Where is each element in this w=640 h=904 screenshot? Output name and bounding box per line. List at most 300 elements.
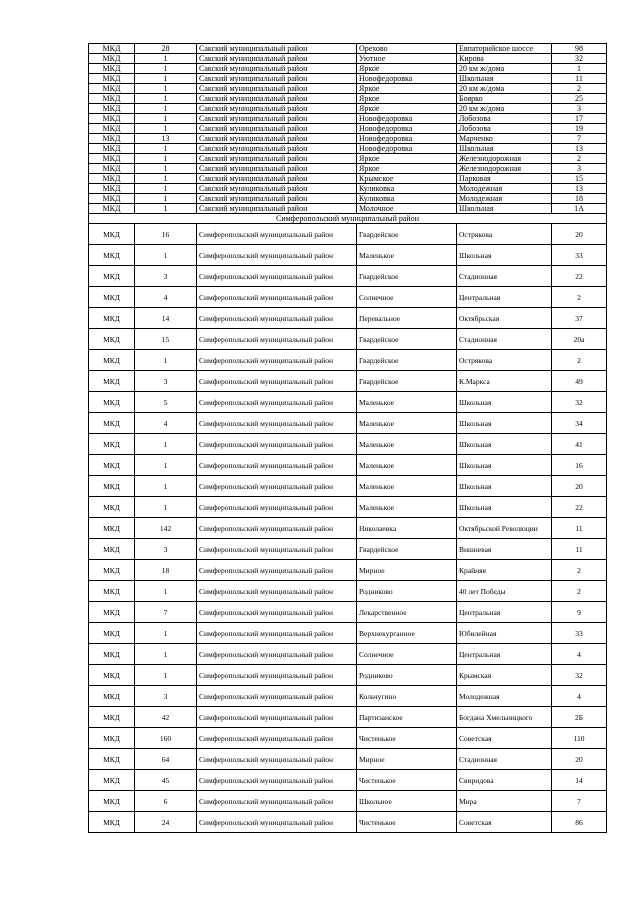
count-cell: 160: [135, 728, 197, 749]
table-row: [89, 94, 607, 104]
type-cell: МКД: [89, 791, 135, 812]
street-cell: Молодежная: [457, 184, 552, 194]
type-cell: МКД: [89, 74, 135, 84]
type-cell: МКД: [89, 518, 135, 539]
table-row: [89, 749, 607, 770]
table-row: [89, 114, 607, 124]
settlement-cell: Николаевка: [357, 518, 457, 539]
house-number-cell: 15: [552, 174, 607, 184]
count-cell: 15: [135, 329, 197, 350]
settlement-cell: Маленькое: [357, 434, 457, 455]
house-number-cell: 17: [552, 114, 607, 124]
table-row: [89, 770, 607, 791]
settlement-cell: Маленькое: [357, 455, 457, 476]
district-cell: Симферопольский муниципальный район: [197, 350, 357, 371]
house-number-cell: 20а: [552, 329, 607, 350]
table-row: [89, 224, 607, 245]
table-row: [89, 174, 607, 184]
settlement-cell: Новофедоровка: [357, 144, 457, 154]
street-cell: Центральная: [457, 644, 552, 665]
street-cell: Школьная: [457, 144, 552, 154]
street-cell: Свиридова: [457, 770, 552, 791]
district-cell: Симферопольский муниципальный район: [197, 266, 357, 287]
type-cell: МКД: [89, 413, 135, 434]
street-cell: Лобозова: [457, 124, 552, 134]
settlement-cell: Маленькое: [357, 497, 457, 518]
count-cell: 7: [135, 602, 197, 623]
street-cell: Октябрьской Революции: [457, 518, 552, 539]
district-cell: Симферопольский муниципальный район: [197, 812, 357, 833]
street-cell: Железнодорожная: [457, 154, 552, 164]
house-number-cell: 32: [552, 54, 607, 64]
table-row: [89, 518, 607, 539]
street-cell: Школьная: [457, 497, 552, 518]
count-cell: 1: [135, 114, 197, 124]
district-cell: Симферопольский муниципальный район: [197, 476, 357, 497]
district-cell: Симферопольский муниципальный район: [197, 665, 357, 686]
settlement-cell: Яркое: [357, 94, 457, 104]
street-cell: Острякова: [457, 224, 552, 245]
type-cell: МКД: [89, 104, 135, 114]
type-cell: МКД: [89, 539, 135, 560]
settlement-cell: Новофедоровка: [357, 114, 457, 124]
settlement-cell: Новофедоровка: [357, 134, 457, 144]
type-cell: МКД: [89, 770, 135, 791]
count-cell: 1: [135, 144, 197, 154]
street-cell: 40 лет Победы: [457, 581, 552, 602]
count-cell: 1: [135, 64, 197, 74]
type-cell: МКД: [89, 308, 135, 329]
district-cell: Симферопольский муниципальный район: [197, 539, 357, 560]
district-cell: Симферопольский муниципальный район: [197, 686, 357, 707]
table-row: [89, 308, 607, 329]
house-number-cell: 2: [552, 560, 607, 581]
house-number-cell: 110: [552, 728, 607, 749]
street-cell: К.Маркса: [457, 371, 552, 392]
count-cell: 42: [135, 707, 197, 728]
count-cell: 1: [135, 74, 197, 84]
district-cell: Симферопольский муниципальный район: [197, 287, 357, 308]
district-cell: Симферопольский муниципальный район: [197, 308, 357, 329]
settlement-cell: Крымское: [357, 174, 457, 184]
type-cell: МКД: [89, 329, 135, 350]
settlement-cell: Солнечное: [357, 287, 457, 308]
table-row: [89, 665, 607, 686]
settlement-cell: Кольчугино: [357, 686, 457, 707]
count-cell: 1: [135, 84, 197, 94]
street-cell: Лобозова: [457, 114, 552, 124]
type-cell: МКД: [89, 174, 135, 184]
street-cell: Молодежная: [457, 686, 552, 707]
type-cell: МКД: [89, 204, 135, 214]
table-row: [89, 54, 607, 64]
house-number-cell: 3: [552, 104, 607, 114]
street-cell: Школьная: [457, 413, 552, 434]
count-cell: 5: [135, 392, 197, 413]
street-cell: Евпаторийское шоссе: [457, 44, 552, 54]
count-cell: 1: [135, 434, 197, 455]
street-cell: 20 км ж/дома: [457, 64, 552, 74]
house-number-cell: 22: [552, 497, 607, 518]
district-cell: Симферопольский муниципальный район: [197, 728, 357, 749]
section-row: [89, 214, 607, 224]
settlement-cell: Куликовка: [357, 194, 457, 204]
type-cell: МКД: [89, 94, 135, 104]
table-row: [89, 154, 607, 164]
count-cell: 1: [135, 174, 197, 184]
district-cell: Симферопольский муниципальный район: [197, 434, 357, 455]
house-number-cell: 37: [552, 308, 607, 329]
settlement-cell: Гвардейское: [357, 224, 457, 245]
street-cell: Стадионная: [457, 749, 552, 770]
house-number-cell: 13: [552, 184, 607, 194]
district-cell: Симферопольский муниципальный район: [197, 497, 357, 518]
type-cell: МКД: [89, 476, 135, 497]
house-number-cell: 11: [552, 539, 607, 560]
street-cell: Железнодорожная: [457, 164, 552, 174]
type-cell: МКД: [89, 644, 135, 665]
type-cell: МКД: [89, 64, 135, 74]
table-row: [89, 329, 607, 350]
street-cell: Крайняя: [457, 560, 552, 581]
house-number-cell: 2: [552, 581, 607, 602]
district-cell: Сакский муниципальный район: [197, 134, 357, 144]
house-number-cell: 49: [552, 371, 607, 392]
street-cell: Парковая: [457, 174, 552, 184]
table-row: [89, 812, 607, 833]
type-cell: МКД: [89, 287, 135, 308]
type-cell: МКД: [89, 245, 135, 266]
house-number-cell: 7: [552, 791, 607, 812]
count-cell: 1: [135, 581, 197, 602]
district-cell: Симферопольский муниципальный район: [197, 581, 357, 602]
district-cell: Сакский муниципальный район: [197, 114, 357, 124]
settlement-cell: Яркое: [357, 64, 457, 74]
district-cell: Сакский муниципальный район: [197, 124, 357, 134]
house-number-cell: 20: [552, 224, 607, 245]
district-cell: Симферопольский муниципальный район: [197, 623, 357, 644]
table-row: [89, 74, 607, 84]
street-cell: Октябрьская: [457, 308, 552, 329]
table-row: [89, 287, 607, 308]
count-cell: 1: [135, 184, 197, 194]
type-cell: МКД: [89, 455, 135, 476]
settlement-cell: Маленькое: [357, 413, 457, 434]
table-row: [89, 245, 607, 266]
settlement-cell: Яркое: [357, 84, 457, 94]
district-cell: Симферопольский муниципальный район: [197, 455, 357, 476]
type-cell: МКД: [89, 144, 135, 154]
house-number-cell: 4: [552, 686, 607, 707]
table-row: [89, 539, 607, 560]
table-row: [89, 581, 607, 602]
count-cell: 1: [135, 204, 197, 214]
count-cell: 28: [135, 44, 197, 54]
count-cell: 3: [135, 371, 197, 392]
table-row: [89, 194, 607, 204]
street-cell: Школьная: [457, 434, 552, 455]
district-cell: Симферопольский муниципальный район: [197, 791, 357, 812]
street-cell: Школьная: [457, 74, 552, 84]
table-row: [89, 707, 607, 728]
house-number-cell: 16: [552, 455, 607, 476]
housing-table-body: [89, 44, 607, 833]
table-row: [89, 84, 607, 94]
type-cell: МКД: [89, 371, 135, 392]
type-cell: МКД: [89, 266, 135, 287]
district-cell: Сакский муниципальный район: [197, 164, 357, 174]
district-cell: Симферопольский муниципальный район: [197, 392, 357, 413]
count-cell: 1: [135, 194, 197, 204]
house-number-cell: 11: [552, 518, 607, 539]
district-cell: Сакский муниципальный район: [197, 184, 357, 194]
type-cell: МКД: [89, 560, 135, 581]
count-cell: 45: [135, 770, 197, 791]
table-row: [89, 602, 607, 623]
table-row: [89, 104, 607, 114]
street-cell: 20 км ж/дома: [457, 104, 552, 114]
count-cell: 1: [135, 104, 197, 114]
street-cell: Мира: [457, 791, 552, 812]
street-cell: Боярко: [457, 94, 552, 104]
type-cell: МКД: [89, 392, 135, 413]
count-cell: 1: [135, 350, 197, 371]
type-cell: МКД: [89, 434, 135, 455]
type-cell: МКД: [89, 602, 135, 623]
table-row: [89, 728, 607, 749]
count-cell: 13: [135, 134, 197, 144]
settlement-cell: Верхнекурганное: [357, 623, 457, 644]
type-cell: МКД: [89, 686, 135, 707]
settlement-cell: Гвардейское: [357, 329, 457, 350]
house-number-cell: 20: [552, 749, 607, 770]
house-number-cell: 7: [552, 134, 607, 144]
street-cell: Стадионная: [457, 266, 552, 287]
type-cell: МКД: [89, 164, 135, 174]
house-number-cell: 1А: [552, 204, 607, 214]
type-cell: МКД: [89, 665, 135, 686]
house-number-cell: 1: [552, 64, 607, 74]
house-number-cell: 41: [552, 434, 607, 455]
settlement-cell: Лекарственное: [357, 602, 457, 623]
table-row: [89, 204, 607, 214]
table-row: [89, 44, 607, 54]
settlement-cell: Чистенькое: [357, 728, 457, 749]
house-number-cell: 14: [552, 770, 607, 791]
table-row: [89, 64, 607, 74]
district-cell: Симферопольский муниципальный район: [197, 413, 357, 434]
settlement-cell: Орехово: [357, 44, 457, 54]
settlement-cell: Уютное: [357, 54, 457, 64]
table-row: [89, 134, 607, 144]
type-cell: МКД: [89, 44, 135, 54]
settlement-cell: Гвардейское: [357, 266, 457, 287]
count-cell: 1: [135, 54, 197, 64]
house-number-cell: 9: [552, 602, 607, 623]
house-number-cell: 22: [552, 266, 607, 287]
district-cell: Симферопольский муниципальный район: [197, 329, 357, 350]
type-cell: МКД: [89, 497, 135, 518]
table-row: [89, 644, 607, 665]
house-number-cell: 18: [552, 194, 607, 204]
district-cell: Сакский муниципальный район: [197, 84, 357, 94]
type-cell: МКД: [89, 350, 135, 371]
table-row: [89, 497, 607, 518]
street-cell: Школьная: [457, 392, 552, 413]
count-cell: 1: [135, 154, 197, 164]
district-cell: Симферопольский муниципальный район: [197, 770, 357, 791]
count-cell: 1: [135, 124, 197, 134]
house-number-cell: 86: [552, 812, 607, 833]
table-row: [89, 791, 607, 812]
street-cell: Молодежная: [457, 194, 552, 204]
count-cell: 3: [135, 686, 197, 707]
district-cell: Симферопольский муниципальный район: [197, 644, 357, 665]
settlement-cell: Куликовка: [357, 184, 457, 194]
housing-table: [88, 43, 607, 833]
settlement-cell: Родниково: [357, 665, 457, 686]
type-cell: МКД: [89, 581, 135, 602]
house-number-cell: 2: [552, 154, 607, 164]
table-row: [89, 144, 607, 154]
count-cell: 142: [135, 518, 197, 539]
table-row: [89, 434, 607, 455]
house-number-cell: 33: [552, 623, 607, 644]
district-cell: Сакский муниципальный район: [197, 174, 357, 184]
house-number-cell: 2: [552, 84, 607, 94]
district-cell: Симферопольский муниципальный район: [197, 707, 357, 728]
street-cell: Центральная: [457, 287, 552, 308]
district-cell: Сакский муниципальный район: [197, 94, 357, 104]
street-cell: Кирова: [457, 54, 552, 64]
type-cell: МКД: [89, 707, 135, 728]
count-cell: 3: [135, 539, 197, 560]
count-cell: 1: [135, 455, 197, 476]
count-cell: 6: [135, 791, 197, 812]
count-cell: 1: [135, 497, 197, 518]
house-number-cell: 11: [552, 74, 607, 84]
settlement-cell: Партизанское: [357, 707, 457, 728]
settlement-cell: Чистенькое: [357, 770, 457, 791]
street-cell: Юбилейная: [457, 623, 552, 644]
district-cell: Симферопольский муниципальный район: [197, 371, 357, 392]
house-number-cell: 33: [552, 245, 607, 266]
house-number-cell: 13: [552, 144, 607, 154]
table-row: [89, 455, 607, 476]
table-row: [89, 413, 607, 434]
house-number-cell: 20: [552, 476, 607, 497]
district-cell: Симферопольский муниципальный район: [197, 224, 357, 245]
type-cell: МКД: [89, 84, 135, 94]
count-cell: 64: [135, 749, 197, 770]
count-cell: 1: [135, 476, 197, 497]
street-cell: Школьная: [457, 455, 552, 476]
street-cell: Центральная: [457, 602, 552, 623]
type-cell: МКД: [89, 184, 135, 194]
street-cell: Марченко: [457, 134, 552, 144]
district-cell: Сакский муниципальный район: [197, 64, 357, 74]
count-cell: 14: [135, 308, 197, 329]
street-cell: 20 км ж/дома: [457, 84, 552, 94]
type-cell: МКД: [89, 812, 135, 833]
district-cell: Сакский муниципальный район: [197, 154, 357, 164]
type-cell: МКД: [89, 154, 135, 164]
settlement-cell: Мирное: [357, 560, 457, 581]
street-cell: Школьная: [457, 245, 552, 266]
type-cell: МКД: [89, 134, 135, 144]
settlement-cell: Молочное: [357, 204, 457, 214]
type-cell: МКД: [89, 224, 135, 245]
district-cell: Симферопольский муниципальный район: [197, 749, 357, 770]
table-row: [89, 560, 607, 581]
count-cell: 1: [135, 245, 197, 266]
settlement-cell: Родниково: [357, 581, 457, 602]
table-row: [89, 266, 607, 287]
count-cell: 1: [135, 623, 197, 644]
street-cell: Советская: [457, 728, 552, 749]
count-cell: 3: [135, 266, 197, 287]
street-cell: Острякова: [457, 350, 552, 371]
house-number-cell: 32: [552, 665, 607, 686]
house-number-cell: 2: [552, 287, 607, 308]
table-row: [89, 392, 607, 413]
settlement-cell: Солнечное: [357, 644, 457, 665]
count-cell: 24: [135, 812, 197, 833]
count-cell: 18: [135, 560, 197, 581]
count-cell: 1: [135, 644, 197, 665]
settlement-cell: Мирное: [357, 749, 457, 770]
house-number-cell: 4: [552, 644, 607, 665]
type-cell: МКД: [89, 194, 135, 204]
table-row: [89, 164, 607, 174]
table-row: [89, 476, 607, 497]
settlement-cell: Яркое: [357, 104, 457, 114]
district-cell: Симферопольский муниципальный район: [197, 518, 357, 539]
settlement-cell: Яркое: [357, 154, 457, 164]
section-title: Симферопольский муниципальный район: [89, 214, 607, 224]
count-cell: 4: [135, 287, 197, 308]
house-number-cell: 32: [552, 392, 607, 413]
settlement-cell: Маленькое: [357, 476, 457, 497]
settlement-cell: Маленькое: [357, 392, 457, 413]
house-number-cell: 19: [552, 124, 607, 134]
district-cell: Симферопольский муниципальный район: [197, 245, 357, 266]
district-cell: Сакский муниципальный район: [197, 144, 357, 154]
type-cell: МКД: [89, 623, 135, 644]
type-cell: МКД: [89, 114, 135, 124]
count-cell: 1: [135, 164, 197, 174]
house-number-cell: 3: [552, 164, 607, 174]
settlement-cell: Чистенькое: [357, 812, 457, 833]
table-row: [89, 686, 607, 707]
district-cell: Сакский муниципальный район: [197, 54, 357, 64]
settlement-cell: Школьное: [357, 791, 457, 812]
settlement-cell: Яркое: [357, 164, 457, 174]
street-cell: Советская: [457, 812, 552, 833]
table-row: [89, 184, 607, 194]
house-number-cell: 2Б: [552, 707, 607, 728]
count-cell: 1: [135, 94, 197, 104]
table-row: [89, 350, 607, 371]
house-number-cell: 34: [552, 413, 607, 434]
district-cell: Сакский муниципальный район: [197, 44, 357, 54]
house-number-cell: 2: [552, 350, 607, 371]
street-cell: Школьная: [457, 476, 552, 497]
settlement-cell: Гвардейское: [357, 371, 457, 392]
district-cell: Сакский муниципальный район: [197, 104, 357, 114]
count-cell: 16: [135, 224, 197, 245]
settlement-cell: Новофедоровка: [357, 124, 457, 134]
